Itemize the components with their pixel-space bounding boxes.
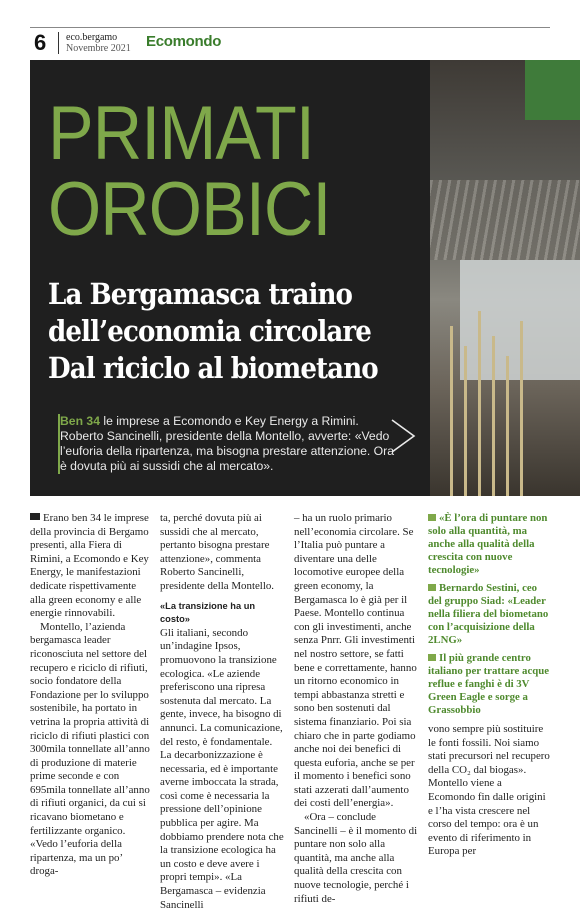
article-column-2 <box>160 512 286 912</box>
subhead-line-3: Dal riciclo al biometano <box>48 351 378 385</box>
header-rule <box>30 27 550 28</box>
photo-cane <box>492 336 495 496</box>
sidebar-quote-2 <box>428 582 550 647</box>
paragraph: – ha un ruolo primario nell’economia circolare. Se l’Italia può puntare a diventare una delle locomotive europee della green economy, la Bergamasca lo è già per il Paese. Montello continua con gli investimenti, anche senza Pnrr. Gli investimenti nel nostro settore, se fatti bene e correttamente, hanno un ritorno economico in tempi abbastanza stretti e sono ben sostenuti dal sistema finanziario. Poi sia chiaro che in parte godiamo anche noi dei benefici di questa euforia, anche se per il momento i benefici sono stati azzerati dall’aumento dei costi dell’energia». <box>294 512 417 810</box>
article-column-1 <box>30 512 150 879</box>
subhead-line-2: dell’economia circolare <box>48 314 371 348</box>
green-square-icon <box>428 654 436 661</box>
header-divider <box>58 32 59 54</box>
headline-kicker <box>48 91 331 252</box>
subhead-line-1: La Bergamasca traino <box>48 277 353 311</box>
sidebar-quote-1 <box>428 512 550 577</box>
paragraph: Gli italiani, secondo un’indagine Ipsos, promuovono la transizione ecologica. «Le aziende preferiscono una ripresa sostenuta dal mercato. La gente, invece, ha bisogno di annunci. La comunicazione, del resto, è fondamentale. La decarbonizzazione è necessaria, ed è importante averne imboccata la strada, così come è necessaria la pressione dell’opinione pubblica per agire. Ma dobbiamo prendere nota che la transizione ecologica ha un costo e deve avere i propri tempi». «La Bergamasca – evidenzia Sancinelli <box>160 626 284 911</box>
photo-cane <box>506 356 509 496</box>
paragraph-text: Erano ben 34 le imprese della provincia di Bergamo presenti, alla Fiera di Rimini, a Ecomondo e Key Energy, le manifestazioni dedicate rispettivamente alla green economy e alle energie rinnovabili. <box>30 512 149 620</box>
photo-cane <box>520 321 523 496</box>
photo-cane <box>478 311 481 496</box>
publication-name: eco.bergamo <box>66 32 118 43</box>
exhibition-photo <box>430 60 580 496</box>
headline-line-1: PRIMATI <box>48 91 315 176</box>
chevron-right-icon <box>388 416 418 456</box>
lead-square-icon <box>30 513 40 520</box>
photo-cane <box>450 326 453 496</box>
paragraph: Montello, l’azienda bergamasca leader riconosciuta nel settore del recupero e riciclo di rifiuti, socio fondatore della Fondazione per lo sviluppo sostenibile, ha portato in vetrina la propria attività di riciclo di rifiuti plastici con 300mila tonnellate all’anno di produzione di materie prime seconde e con 695mila tonnellate all’anno di rifiuti organici, da cui si ricavano biometano e fertilizzante organico. «Vedo l’euforia della ripartenza, ma un po’ droga- <box>30 620 150 878</box>
standfirst <box>58 414 400 474</box>
article-body <box>30 512 550 911</box>
paragraph <box>30 512 150 621</box>
standfirst-lead: Ben 34 <box>60 414 100 428</box>
publication-info <box>66 32 131 54</box>
subheadline <box>48 276 378 387</box>
standfirst-text: le imprese a Ecomondo e Key Energy a Rimini. Roberto Sancinelli, presidente della Montello, avverte: «Vedo l’euforia della ripartenza, ma bisogna prestare attenzione. Ora è dovuta più ai sussidi che al mercato». <box>60 414 394 473</box>
section-brand: Ecomondo <box>146 33 222 50</box>
column-4-text <box>428 723 550 859</box>
hero-banner <box>30 60 580 496</box>
section-subtitle: «La transizione ha un costo» <box>160 600 256 625</box>
sidebar-quote-text: Bernardo Sestini, ceo del gruppo Siad: «Leader nella filiera del biometano con l’acquisizione della 2LNG» <box>428 582 549 646</box>
green-square-icon <box>428 584 436 591</box>
photo-green-panel <box>525 60 580 120</box>
photo-cane <box>464 346 467 496</box>
sidebar-quote-3 <box>428 652 550 717</box>
page-number: 6 <box>34 30 47 55</box>
publication-date: Novembre 2021 <box>66 43 131 54</box>
photo-roof <box>430 180 580 260</box>
page-header <box>0 0 580 60</box>
headline-line-2: OROBICI <box>48 167 331 252</box>
paragraph: vono sempre più sostituire le fonti fossili. Noi siamo stati precursori nel recupero della CO₂ dal biogas». Montello viene a Ecomondo fin dalle origini e l’ha vista crescere nel corso del tempo: ora è un evento di riferimento in Europa per <box>428 723 550 858</box>
sidebar-quote-text: Il più grande centro italiano per trattare acque reflue e fanghi è di 3V Green Eagle e sorge a Grassobbio <box>428 652 550 716</box>
green-square-icon <box>428 514 436 521</box>
sidebar-quote-text: «È l’ora di puntare non solo alla quantità, ma anche alla qualità della crescita con nuove tecnologie» <box>428 512 548 576</box>
paragraph: «Ora – conclude Sancinelli – è il momento di puntare non solo alla quantità, ma anche alla qualità della crescita con nuove tecnologie, perché i rifiuti de- <box>294 811 418 905</box>
article-column-3 <box>294 512 420 906</box>
paragraph: ta, perché dovuta più ai sussidi che al mercato, pertanto bisogna prestare attenzione», commenta Roberto Sancinelli, presidente della Montello. <box>160 512 275 592</box>
